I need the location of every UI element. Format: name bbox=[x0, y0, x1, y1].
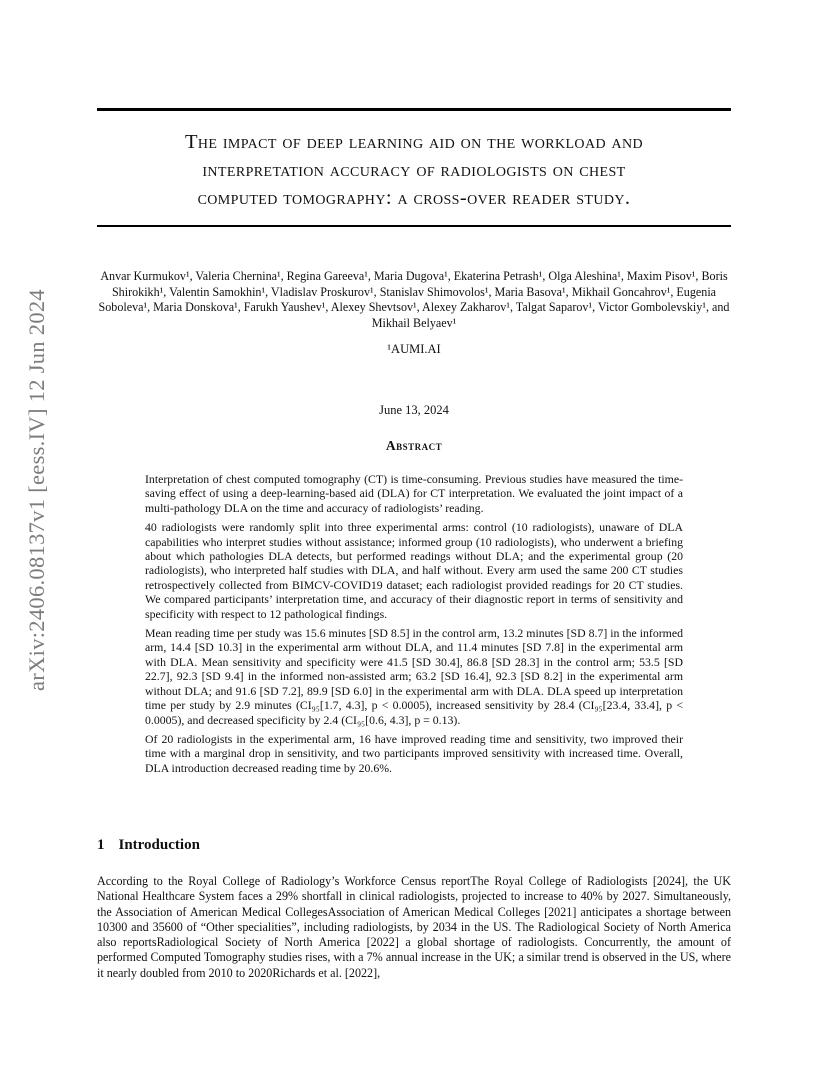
body-paragraph: According to the Royal College of Radiology’s Workforce Census reportThe Royal College of Radiologists [2024], the UK National Healthcare System faces a 29% shortfall in clinical radiologists, projected to increase to 40% by 2027. Simultaneously, the Association of American Medical CollegesAssociation of American Medical Colleges [2021] anticipates a shortage between 10300 and 35600 of “Other specialities”, including radiologists, by 2034 in the US. The Radiological Society of North America also reportsRadiological Society of North America [2022] a global shortage of radiologists. Concurrently, the amount of performed Computed Tomography studies rises, with a 7% annual increase in the UK; a similar trend is observed in the US, where it nearly doubled from 2010 to 2020Richards et al. [2022], bbox=[97, 874, 731, 980]
abstract-paragraph: 40 radiologists were randomly split into three experimental arms: control (10 radiologists), unaware of DLA capabilities who interpret studies without assistance; informed group (10 radiologists), who underwent a briefing about which pathologies DLA detects, but performed readings without DLA; and the experimental group (20 radiologists), who interpreted half studies with DLA, and half without. Every arm used the same 200 CT studies retrospectively collected from BIMCV-COVID19 dataset; each radiologist provided readings for 20 CT studies. We compared participants’ interpretation time, and accuracy of their diagnostic report in terms of sensitivity and specificity with respect to 12 pathological findings. bbox=[145, 520, 683, 621]
title-line: The impact of deep learning aid on the workload and bbox=[184, 131, 644, 153]
section-number: 1 bbox=[97, 837, 105, 853]
section-title: Introduction bbox=[118, 837, 200, 853]
abstract-paragraph: Interpretation of chest computed tomography (CT) is time-consuming. Previous studies have measured the time-saving effect of using a deep-learning-based aid (DLA) for CT interpretation. We evaluated the joint impact of a multi-pathology DLA on the time and accuracy of radiologists’ reading. bbox=[145, 472, 683, 515]
publication-date: June 13, 2024 bbox=[379, 403, 449, 417]
author-list: Anvar Kurmukov¹, Valeria Chernina¹, Regina Gareeva¹, Maria Dugova¹, Ekaterina Petrash¹, Olga Aleshina¹, Maxim Pisov¹, Boris Shirokikh¹, Valentin Samokhin¹, Vladislav Proskurov¹, Stanislav Shimovolos¹, Maria Basova¹, Mikhail Goncahrov¹, Eugenia Soboleva¹, Maria Donskova¹, Farukh Yaushev¹, Alexey Shevtsov¹, Alexey Zakharov¹, Talgat Saparov¹, Victor Gombolevskiy¹, and Mikhail Belyaev¹ bbox=[98, 269, 730, 330]
arxiv-stamp-text: arXiv:2406.08137v1 [eess.IV] 12 Jun 2024 bbox=[24, 289, 49, 691]
title-rule-bottom bbox=[97, 225, 731, 227]
abstract-heading: Abstract bbox=[385, 438, 443, 453]
abstract-paragraph: Mean reading time per study was 15.6 minutes [SD 8.5] in the control arm, 13.2 minutes [SD 8.7] in the informed arm, 14.4 [SD 10.3] in the experimental arm without DLA, and 11.4 minutes [SD 7.8] in the experimental arm with DLA. Mean sensitivity and specificity were 41.5 [SD 30.4], 86.8 [SD 28.3] in the control arm; 53.5 [SD 22.7], 92.3 [SD 9.4] in the informed non-assisted arm; 63.2 [SD 16.4], 92.3 [SD 8.2] in the experimental arm without DLA; and 91.6 [SD 7.2], 89.9 [SD 6.0] in the experimental arm with DLA. DLA speed up interpretation time per study by 2.9 minutes (CI₉₅[1.7, 4.3], p < 0.0005), increased sensitivity by 28.4 (CI₉₅[23.4, 33.4], p < 0.0005), and decreased specificity by 2.4 (CI₉₅[0.6, 4.3], p = 0.13). bbox=[145, 626, 683, 727]
paper-title bbox=[97, 128, 731, 212]
title-line: interpretation accuracy of radiologists on chest bbox=[202, 159, 626, 181]
affiliation: ¹AUMI.AI bbox=[387, 342, 441, 356]
title-line: computed tomography: a cross-over reader study. bbox=[197, 187, 631, 209]
section-heading-introduction bbox=[97, 837, 200, 854]
abstract-paragraph: Of 20 radiologists in the experimental arm, 16 have improved reading time and sensitivity, two improved their time with a marginal drop in sensitivity, and two participants improved sensitivity with increased time. Overall, DLA introduction decreased reading time by 20.6%. bbox=[145, 731, 683, 775]
introduction-body bbox=[97, 874, 731, 981]
abstract bbox=[145, 472, 683, 780]
arxiv-stamp bbox=[20, 290, 54, 690]
title-rule-top bbox=[97, 108, 731, 111]
